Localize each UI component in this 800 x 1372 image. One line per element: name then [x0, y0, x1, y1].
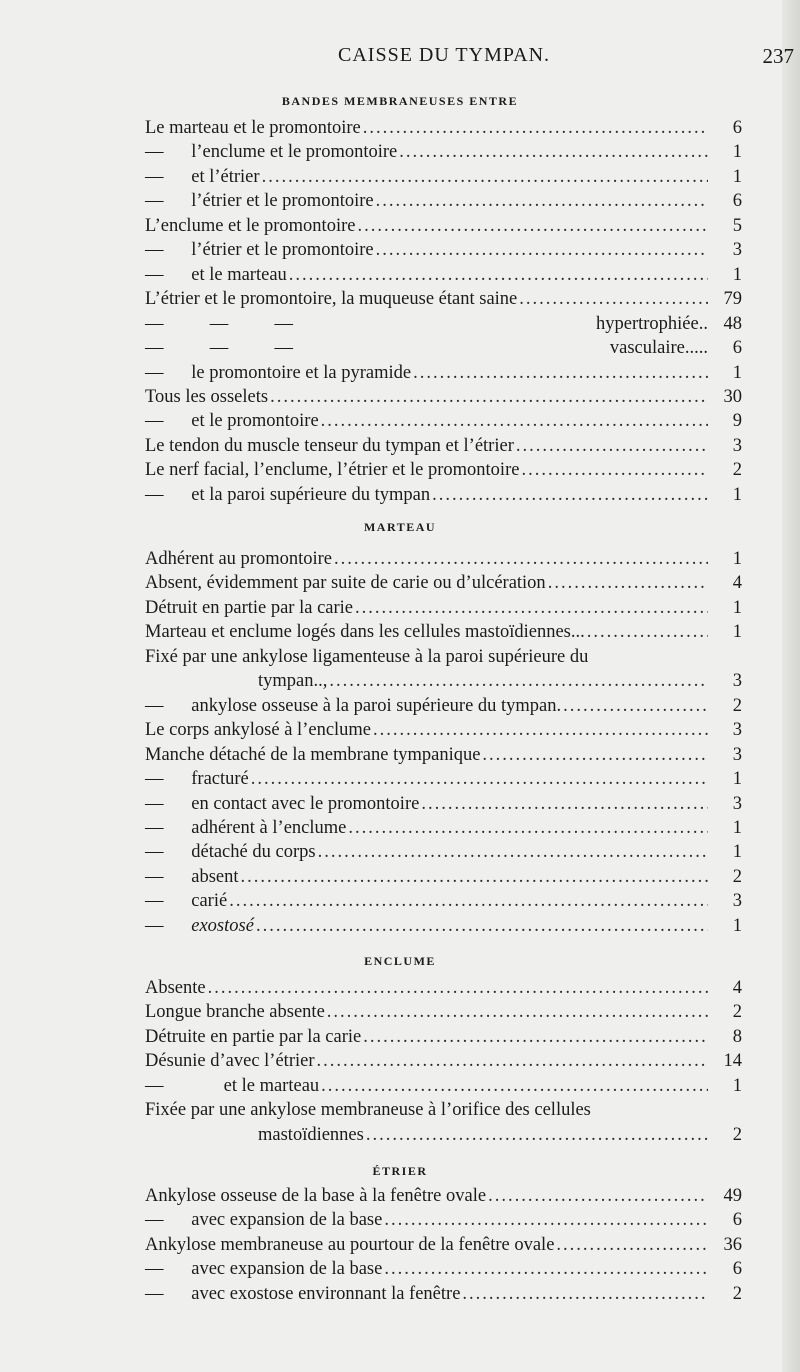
row-label: — avec expansion de la base	[145, 1259, 383, 1280]
leader-dots	[521, 460, 708, 481]
table-row	[145, 387, 742, 411]
row-count: 9	[732, 411, 742, 432]
row-count: 3	[732, 720, 742, 741]
row-label: Adhérent au promontoire	[145, 549, 332, 569]
row-label: — et la paroi supérieure du tympan	[145, 484, 431, 505]
leader-dots	[482, 745, 708, 766]
running-title: CAISSE DU TYMPAN.	[338, 44, 551, 66]
row-label: — — —	[145, 338, 293, 359]
row-label: — et l’étrier	[145, 166, 260, 187]
leader-dots	[289, 265, 708, 286]
row-label: Ankylose membraneuse au pourtour de la fenêtre ovale	[145, 1234, 555, 1255]
row-count: 8	[732, 1026, 742, 1047]
row-count: 6	[732, 1210, 742, 1231]
table-row	[145, 720, 742, 744]
table-row	[145, 622, 742, 646]
row-count: 3	[732, 744, 742, 765]
table-row	[145, 1076, 742, 1100]
row-label: — le promontoire et la pyramide	[145, 362, 412, 383]
table-row	[145, 436, 742, 460]
table-row	[145, 549, 742, 573]
leader-dots	[229, 891, 708, 912]
table-row	[258, 1125, 742, 1149]
leader-dots	[262, 167, 708, 188]
section-heading: ENCLUME	[364, 954, 436, 968]
table-row	[145, 265, 742, 289]
row-label: Détruit en partie par la carie	[145, 597, 354, 618]
row-count: 14	[723, 1051, 742, 1072]
leader-dots	[208, 978, 708, 999]
leader-dots	[587, 622, 708, 643]
row-count: 48	[723, 313, 742, 334]
row-count: 6	[732, 118, 742, 138]
row-label: — détaché du corps	[145, 842, 316, 863]
row-label: Absente	[145, 978, 206, 998]
leader-dots	[329, 671, 708, 692]
row-label: Manche détaché de la membrane tympanique	[145, 744, 481, 765]
row-label: Le corps ankylosé à l’enclume	[145, 720, 372, 741]
row-label-qualifier: hypertrophiée..	[596, 313, 708, 334]
leader-dots	[421, 794, 708, 815]
leader-dots	[241, 867, 708, 888]
row-count: 2	[732, 1002, 742, 1023]
leader-dots	[366, 1125, 708, 1146]
section-heading: MARTEAU	[363, 520, 437, 534]
row-count: 1	[732, 362, 742, 383]
row-count: 79	[723, 289, 742, 310]
leader-dots	[384, 1259, 708, 1280]
row-count: 3	[732, 240, 742, 261]
row-count: 36	[723, 1234, 742, 1255]
row-label: Le tendon du muscle tenseur du tympan et l’étrier	[145, 435, 514, 456]
table-row	[145, 1100, 742, 1124]
row-label: Absent, évidemment par suite de carie ou d’ulcération	[145, 573, 546, 594]
row-count: 5	[732, 215, 742, 236]
row-label: — adhérent à l’enclume	[145, 817, 347, 838]
leader-dots	[516, 436, 708, 457]
table-row	[145, 745, 742, 769]
row-label: Le nerf facial, l’enclume, l’étrier et le promontoire	[145, 460, 520, 481]
row-label: Tous les osselets	[145, 386, 269, 407]
row-label: Désunie d’avec l’étrier	[145, 1051, 315, 1072]
row-count: 6	[732, 1259, 742, 1280]
row-count: 1	[732, 142, 742, 163]
row-count: 1	[732, 769, 742, 790]
row-label: Ankylose osseuse de la base à la fenêtre ovale	[145, 1186, 487, 1206]
row-label: — l’enclume et le promontoire	[145, 142, 398, 163]
row-label: L’enclume et le promontoire	[145, 215, 356, 236]
table-row	[145, 240, 742, 264]
table-row	[145, 891, 742, 915]
table-row	[145, 167, 742, 191]
table-row	[145, 289, 742, 313]
row-count: 4	[732, 978, 742, 998]
leader-dots	[376, 191, 708, 212]
leader-dots	[432, 485, 708, 506]
leader-dots	[563, 696, 708, 717]
row-label: L’étrier et le promontoire, la muqueuse étant saine	[145, 289, 518, 310]
row-label: — avec exostose environnant la fenêtre	[145, 1283, 461, 1304]
leader-dots	[363, 1027, 708, 1048]
leader-dots	[321, 411, 708, 432]
table-row	[145, 485, 742, 509]
table-row	[145, 1210, 742, 1234]
table-row	[145, 818, 742, 842]
table-row	[145, 1186, 742, 1210]
row-count: 6	[732, 338, 742, 359]
row-label: mastoïdiennes	[258, 1124, 364, 1145]
row-count: 1	[732, 166, 742, 187]
row-count: 1	[732, 842, 742, 863]
row-label: Longue branche absente	[145, 1002, 325, 1023]
row-count: 3	[732, 435, 742, 456]
row-count: 1	[732, 622, 742, 643]
leader-dots	[357, 216, 708, 237]
leader-dots	[519, 289, 708, 310]
table-row	[145, 916, 742, 940]
row-label: — absent	[145, 866, 239, 887]
page-number: 237	[762, 44, 794, 68]
row-label: — et le marteau	[145, 1075, 320, 1096]
table-row	[145, 363, 742, 387]
table-row	[145, 978, 742, 1002]
row-label: Fixé par une ankylose ligamenteuse à la paroi supérieure du	[145, 646, 589, 667]
leader-dots	[488, 1186, 708, 1207]
table-row	[145, 1235, 742, 1259]
leader-dots	[548, 573, 708, 594]
row-count: 3	[732, 891, 742, 912]
row-label: tympan..,	[258, 671, 328, 692]
row-label: — avec expansion de la base	[145, 1210, 383, 1231]
leader-dots	[321, 1076, 708, 1097]
table-row	[145, 314, 742, 338]
row-count: 4	[732, 573, 742, 594]
leader-dots	[373, 720, 708, 741]
leader-dots	[270, 387, 708, 408]
leader-dots	[317, 1051, 709, 1072]
row-count: 1	[732, 264, 742, 285]
row-label: Fixée par une ankylose membraneuse à l’orifice des cellules	[145, 1100, 591, 1121]
row-label: — et le promontoire	[145, 411, 319, 432]
table-row	[145, 1002, 742, 1026]
leader-dots	[399, 142, 708, 163]
section-heading: ÉTRIER	[372, 1164, 428, 1178]
row-label: — fracturé	[145, 769, 249, 790]
row-count: 2	[732, 460, 742, 481]
leader-dots	[384, 1210, 708, 1231]
table-row	[145, 769, 742, 793]
row-label: — et le marteau	[145, 264, 287, 285]
row-label: Détruite en partie par la carie	[145, 1026, 362, 1047]
row-label: — ankylose osseuse à la paroi supérieure du tympan.	[145, 695, 562, 716]
row-count: 1	[732, 817, 742, 838]
row-label: — carié	[145, 891, 228, 912]
row-label: — exostosé	[145, 915, 254, 936]
leader-dots	[318, 842, 708, 863]
table-row	[145, 842, 742, 866]
leader-dots	[327, 1002, 708, 1023]
row-count: 2	[732, 1124, 742, 1145]
leader-dots	[251, 769, 708, 790]
row-label: — en contact avec le promontoire	[145, 793, 420, 814]
table-row	[145, 1284, 742, 1308]
row-count: 1	[732, 484, 742, 505]
row-label: Marteau et enclume logés dans les cellules mastoïdiennes...	[145, 622, 585, 643]
row-count: 49	[723, 1186, 742, 1206]
table-row	[145, 216, 742, 240]
row-count: 1	[732, 915, 742, 936]
table-row	[145, 867, 742, 891]
row-count: 2	[732, 1283, 742, 1304]
leader-dots	[556, 1235, 708, 1256]
leader-dots	[413, 363, 708, 384]
table-row	[145, 191, 742, 215]
leader-dots	[376, 240, 708, 261]
leader-dots	[348, 818, 708, 839]
leader-dots	[363, 118, 708, 139]
row-count: 3	[732, 671, 742, 692]
table-row	[145, 696, 742, 720]
row-count: 3	[732, 793, 742, 814]
table-row	[145, 411, 742, 435]
leader-dots	[334, 549, 708, 570]
leader-dots	[462, 1284, 708, 1305]
table-row	[145, 647, 742, 671]
table-row	[145, 142, 742, 166]
row-count: 1	[732, 1075, 742, 1096]
page-header	[0, 44, 800, 74]
row-count: 2	[732, 866, 742, 887]
table-row	[145, 794, 742, 818]
section-heading: BANDES MEMBRANEUSES ENTRE	[281, 94, 519, 108]
row-count: 6	[732, 191, 742, 212]
table-row	[145, 118, 742, 142]
table-row	[258, 671, 742, 695]
row-label: — — —	[145, 313, 293, 334]
table-row	[145, 1259, 742, 1283]
table-row	[145, 598, 742, 622]
table-row	[145, 573, 742, 597]
row-label-qualifier: vasculaire.....	[609, 338, 708, 359]
row-count: 1	[732, 597, 742, 618]
leader-dots	[355, 598, 708, 619]
row-label: — l’étrier et le promontoire	[145, 191, 374, 212]
table-row	[145, 1027, 742, 1051]
row-count: 1	[732, 549, 742, 569]
leader-dots	[256, 916, 708, 937]
table-row	[145, 338, 742, 362]
row-label: Le marteau et le promontoire	[145, 118, 361, 138]
row-count: 2	[732, 695, 742, 716]
table-row	[145, 1051, 742, 1075]
row-count: 30	[723, 386, 742, 407]
row-label: — l’étrier et le promontoire	[145, 240, 374, 261]
table-row	[145, 460, 742, 484]
